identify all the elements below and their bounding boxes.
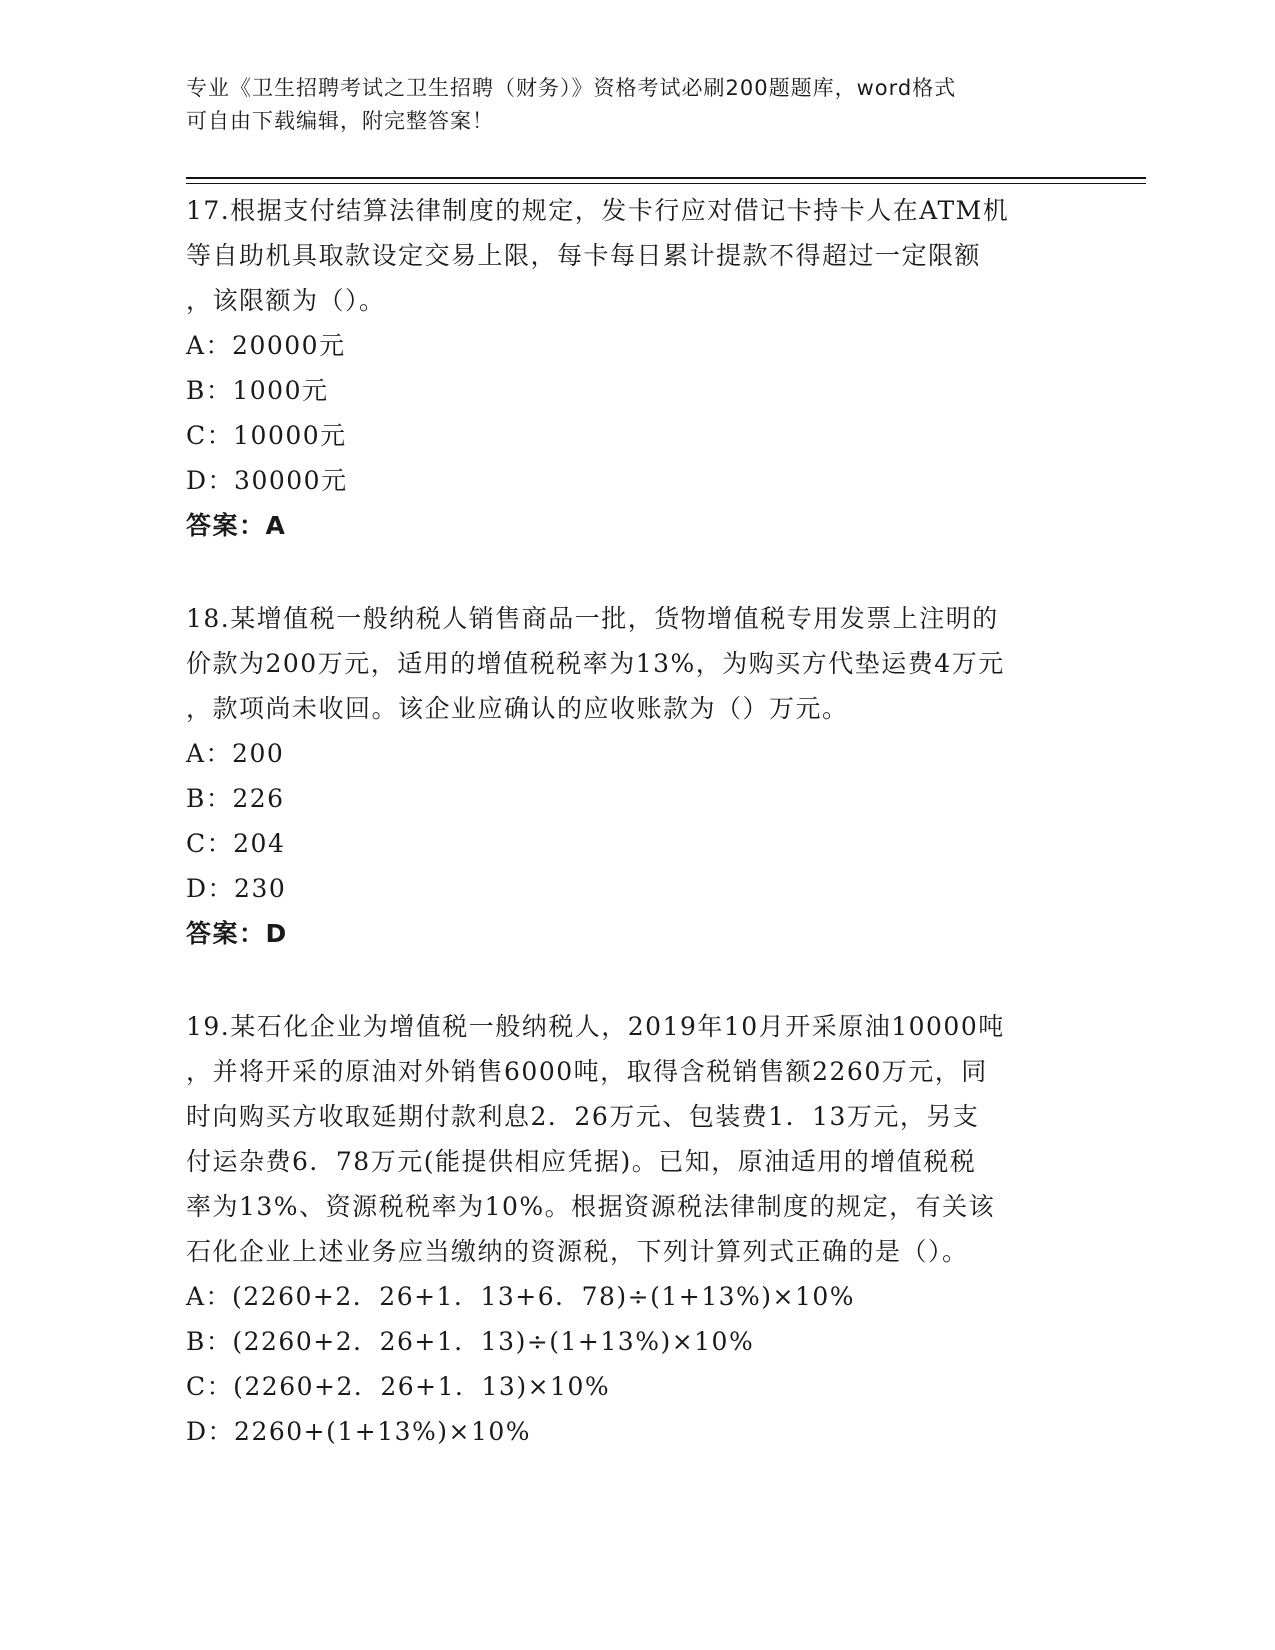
option-d: D：30000元 [186,466,348,495]
question-text-line: 19.某石化企业为增值税一般纳税人，2019年10月开采原油10000吨 [186,1012,1005,1041]
option-d: D：2260+(1+13%)×10% [186,1417,532,1446]
answer-label: 答案：A [186,511,287,540]
question-text-line: ，款项尚未收回。该企业应确认的应收账款为（）万元。 [186,694,849,723]
answer-label: 答案：D [186,919,288,948]
document-header [186,72,1066,138]
option-c: C：204 [186,829,286,858]
option-c: C：(2260+2．26+1．13)×10% [186,1372,611,1401]
question-text-line: 石化企业上述业务应当缴纳的资源税，下列计算列式正确的是（）。 [186,1237,969,1266]
option-c: C：10000元 [186,421,347,450]
option-b: B：1000元 [186,376,329,405]
option-d: D：230 [186,874,287,903]
header-line-2: 可自由下载编辑，附完整答案！ [186,109,494,133]
option-a: A：20000元 [186,331,346,360]
option-a: A：(2260+2．26+1．13+6．78)÷(1+13%)×10% [186,1282,856,1311]
question-18 [186,596,1086,956]
question-text-line: ，并将开采的原油对外销售6000吨，取得含税销售额2260万元，同 [186,1057,988,1086]
question-19 [186,1004,1086,1454]
question-text-line: 付运杂费6．78万元(能提供相应凭据)。已知，原油适用的增值税税 [186,1147,977,1176]
question-text-line: 率为13%、资源税税率为10%。根据资源税法律制度的规定，有关该 [186,1192,996,1221]
option-a: A：200 [186,739,285,768]
option-b: B：(2260+2．26+1．13)÷(1+13%)×10% [186,1327,755,1356]
question-text-line: 时向购买方收取延期付款利息2．26万元、包装费1．13万元，另支 [186,1102,980,1131]
option-b: B：226 [186,784,285,813]
question-text-line: 17.根据支付结算法律制度的规定，发卡行应对借记卡持卡人在ATM机 [186,196,1010,225]
question-text-line: ，该限额为（）。 [186,286,386,315]
question-text-line: 价款为200万元，适用的增值税税率为13%，为购买方代垫运费4万元 [186,649,1005,678]
header-rule-thin [186,183,1146,184]
question-text-line: 18.某增值税一般纳税人销售商品一批，货物增值税专用发票上注明的 [186,604,999,633]
header-rule-thick [186,177,1146,179]
question-text-line: 等自助机具取款设定交易上限，每卡每日累计提款不得超过一定限额 [186,241,982,270]
question-17 [186,188,1086,548]
header-line-1: 专业《卫生招聘考试之卫生招聘（财务）》资格考试必刷200题题库，word格式 [186,76,957,100]
